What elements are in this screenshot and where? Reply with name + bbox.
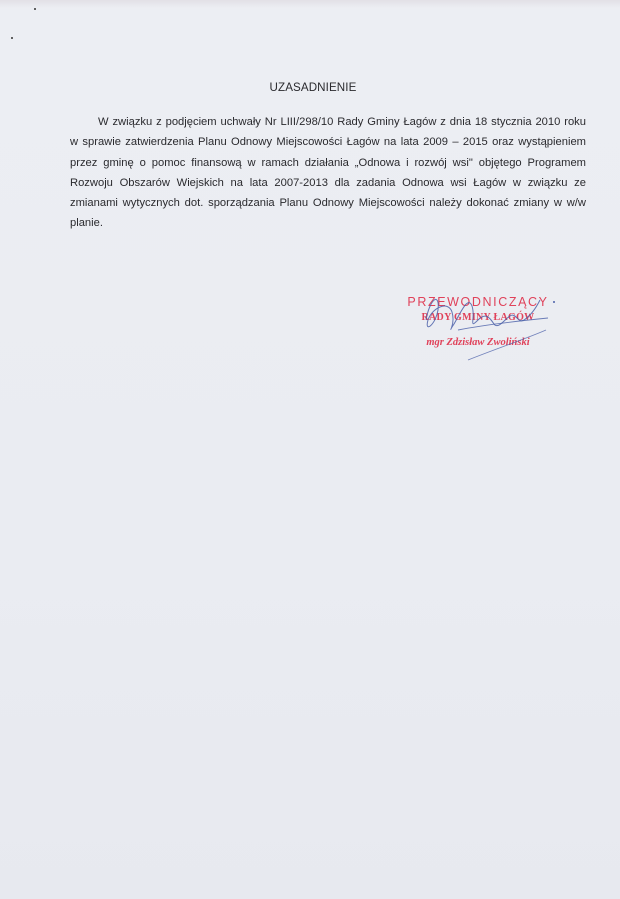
paragraph-line: W związku z podjęciem uchwały Nr LIII/298/10 Rady Gminy Łagów z dnia 18 stycznia 2010 roku	[98, 116, 586, 128]
paragraph-line: Rozwoju Obszarów Wiejskich na lata 2007-2013 dla zadania Odnowa wsi Łagów w związku ze	[70, 176, 586, 189]
stamp-title: PRZEWODNICZĄCY	[407, 295, 549, 309]
paragraph-line: zmianami wytycznych dot. sporządzania Planu Odnowy Miejscowości należy dokonać zmiany w w/w	[70, 197, 586, 210]
official-stamp	[398, 290, 568, 370]
scan-speck	[11, 37, 13, 39]
stamp-name: mgr Zdzisław Zwoliński	[426, 337, 530, 348]
scan-speck	[34, 8, 36, 10]
document-title: UZASADNIENIE	[269, 81, 357, 94]
justification-paragraph	[70, 112, 586, 234]
signature-flourish	[468, 330, 546, 360]
paragraph-line: planie.	[70, 217, 103, 230]
signature-underline	[458, 318, 548, 330]
signature-dot	[553, 301, 555, 303]
signature-stroke	[426, 299, 540, 329]
stamp-organization: RADY GMINY ŁAGÓW	[421, 312, 535, 323]
paragraph-line: w sprawie zatwierdzenia Planu Odnowy Miejscowości Łagów na lata 2009 – 2015 oraz wystąpieniem	[70, 136, 586, 149]
handwritten-signature	[398, 290, 568, 370]
paragraph-line: przez gminę o pomoc finansową w ramach działania „Odnowa i rozwój wsi" objętego Programem	[70, 156, 586, 169]
